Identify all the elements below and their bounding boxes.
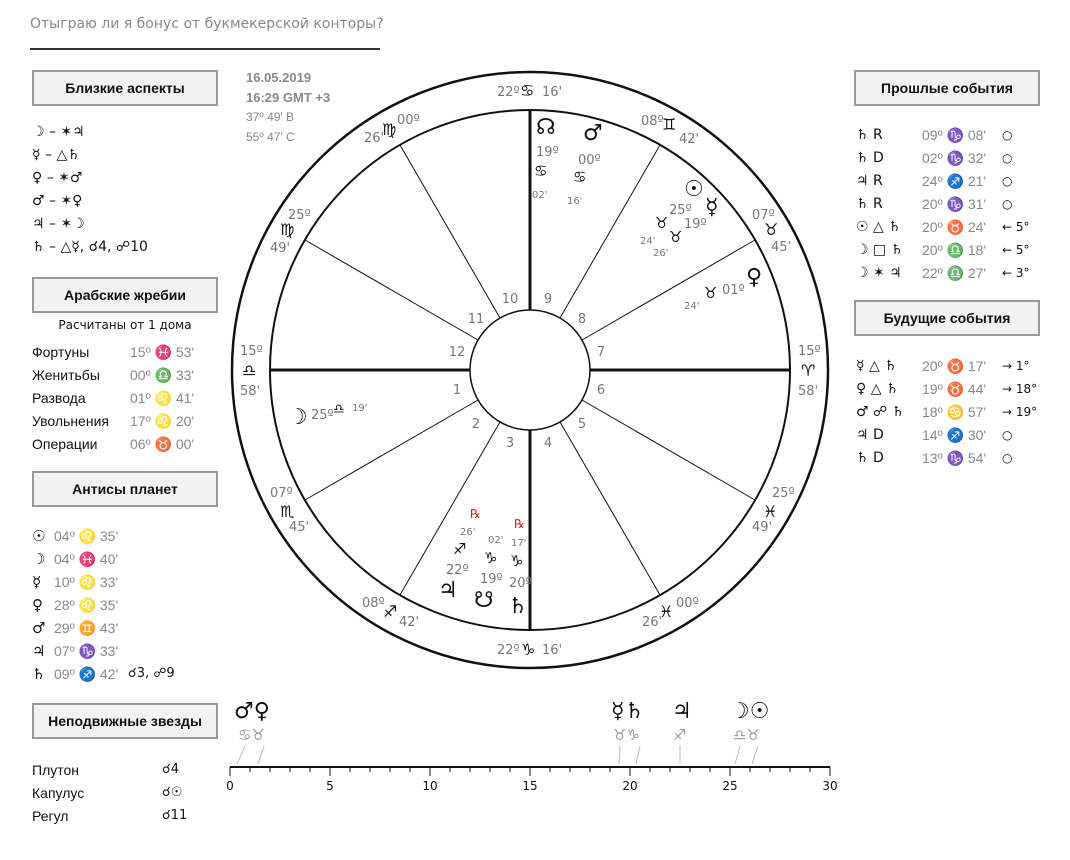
cusp-degree: 00º	[676, 596, 699, 611]
lot-value: 15º ♓ 53'	[130, 344, 195, 360]
cusp-degree: 22º	[497, 85, 520, 100]
event-orb: ○	[1002, 451, 1013, 465]
event-orb: ← 5°	[1002, 243, 1030, 257]
planet-degree: 19º	[480, 572, 503, 587]
lot-value: 06º ♉ 00'	[130, 436, 195, 452]
timeline-tick-label: 30	[822, 779, 838, 793]
house-cusp-line	[305, 240, 478, 340]
saturn-icon: ♄	[32, 665, 46, 683]
event-position: 18º ♋ 57'	[922, 404, 987, 420]
antiscia-value: 28º ♌ 35'	[54, 597, 119, 613]
timeline-tick-label: 10	[422, 779, 438, 793]
close-aspects-title[interactable]: Близкие аспекты	[32, 70, 218, 106]
timeline-marker-leader	[636, 746, 640, 764]
moon-icon: ☽	[288, 405, 308, 430]
sun-icon: ☉	[684, 177, 704, 202]
mercury-icon: ☿	[705, 195, 719, 220]
planet-minute: 19'	[352, 403, 368, 414]
cusp-sign: ♏	[280, 502, 295, 521]
house-cusp-line	[400, 145, 500, 318]
cusp-minute: 26'	[642, 615, 663, 630]
cusp-sign: ♋	[520, 81, 535, 100]
lot-name: Фортуны	[32, 344, 90, 360]
cusp-minute: 45'	[771, 240, 792, 255]
fixed-stars-title[interactable]: Неподвижные звезды	[32, 703, 218, 739]
event-position: 20º ♑ 31'	[922, 196, 987, 212]
planet-degree: 00º	[578, 153, 601, 168]
event-label: ♃ R	[856, 173, 883, 189]
star-name: Плутон	[32, 762, 80, 778]
saturn-icon: ♄	[508, 594, 528, 619]
planet-minute: 02'	[488, 535, 504, 546]
event-orb: ○	[1002, 151, 1013, 165]
event-label: ♂ ☍ ♄	[856, 404, 905, 420]
event-orb: → 19°	[1002, 405, 1038, 419]
cusp-sign: ♓	[763, 502, 778, 521]
mercury-icon: ☿	[32, 573, 42, 591]
future-events-title[interactable]: Будущие события	[854, 300, 1040, 336]
cusp-degree: 08º	[641, 114, 664, 129]
event-position: 22º ♎ 27'	[922, 265, 987, 281]
cusp-degree: 07º	[270, 486, 293, 501]
timeline-marker-planets: ☿♄	[611, 699, 645, 724]
timeline-marker-leader	[735, 746, 740, 764]
star-value: ☌4	[162, 762, 179, 777]
planet-degree: 25º	[311, 408, 334, 423]
cusp-minute: 58'	[798, 384, 819, 399]
cusp-degree: 15º	[798, 344, 821, 359]
cusp-degree: 25º	[288, 208, 311, 223]
timeline-marker-signs: ♉♑	[613, 726, 640, 744]
cusp-minute: 16'	[542, 643, 563, 658]
star-name: Регул	[32, 808, 69, 824]
cusp-degree: 07º	[752, 208, 775, 223]
lot-value: 00º ♎ 33'	[130, 367, 195, 383]
aspect-row: ♂ – ✶♀	[32, 193, 83, 209]
planet-minute: 17'	[511, 538, 527, 549]
event-position: 24º ♐ 21'	[922, 173, 987, 189]
planet-degree: 19º	[684, 217, 707, 232]
timeline-ticks	[230, 767, 830, 776]
cusp-degree: 00º	[397, 113, 420, 128]
timeline-tick-label: 25	[722, 779, 738, 793]
house-number: 7	[596, 345, 606, 360]
cusp-sign: ♑	[521, 640, 536, 659]
cusp-degree: 22º	[497, 643, 520, 658]
arabic-lots-title[interactable]: Арабские жребии	[32, 277, 218, 313]
planet-minute: 02'	[532, 190, 548, 201]
cusp-sign: ♈	[801, 361, 816, 380]
north-node-icon: ☊	[536, 115, 556, 140]
antiscia-value: 10º ♌ 33'	[54, 574, 119, 590]
lot-name: Развода	[32, 390, 86, 406]
event-position: 20º ♉ 17'	[922, 358, 987, 374]
aspect-row: ♀ – ✶♂	[32, 170, 83, 186]
chart-longitude: 55º 47' С	[246, 130, 295, 144]
lot-name: Увольнения	[32, 413, 109, 429]
cusp-sign: ♍	[280, 220, 295, 239]
cusp-degree: 15º	[240, 344, 263, 359]
house-number: 12	[448, 345, 466, 360]
chart-latitude: 37º 49' В	[246, 110, 295, 124]
cusp-minute: 49'	[270, 241, 291, 256]
cusp-sign: ♉	[764, 220, 779, 239]
antiscia-value: 07º ♑ 33'	[54, 643, 119, 659]
planet-sign: ♉	[655, 214, 669, 232]
cusp-minute: 58'	[240, 384, 261, 399]
timeline-tick-label: 20	[622, 779, 638, 793]
cusp-minute: 49'	[752, 520, 773, 535]
planet-sign: ♎	[333, 402, 345, 417]
planet-degree: 19º	[536, 145, 559, 160]
antiscia-value: 29º ♊ 43'	[54, 620, 119, 636]
event-orb: → 18°	[1002, 382, 1038, 396]
antiscia-value: 09º ♐ 42'	[54, 666, 119, 682]
planet-sign: ♑	[484, 549, 498, 567]
antiscia-value: 04º ♌ 35'	[54, 528, 119, 544]
star-name: Капулус	[32, 785, 85, 801]
timeline-marker-signs: ♐	[673, 726, 687, 744]
house-cusp-line	[560, 422, 660, 595]
cusp-sign: ♓	[659, 602, 674, 621]
house-cusp-line	[582, 400, 755, 500]
planet-sign: ♋	[534, 162, 548, 180]
event-label: ☉ △ ♄	[856, 219, 901, 235]
event-position: 20º ♉ 24'	[922, 219, 987, 235]
aspect-row: ♄ – △☿, ☌4, ☍10	[32, 239, 148, 255]
lot-value: 17º ♌ 20'	[130, 413, 195, 429]
planet-degree: 20º	[509, 576, 532, 591]
event-label: ♄ D	[856, 150, 884, 166]
timeline-marker-planets: ♂♀	[234, 699, 270, 724]
retrograde-marker: ℞	[514, 517, 525, 531]
house-number: 10	[501, 292, 519, 307]
event-label: ♄ D	[856, 450, 884, 466]
timeline-tick-label: 15	[522, 779, 538, 793]
event-position: 20º ♎ 18'	[922, 242, 987, 258]
lot-name: Операции	[32, 436, 98, 452]
venus-icon: ♀	[746, 265, 763, 290]
event-position: 14º ♐ 30'	[922, 427, 987, 443]
planet-sign: ♑	[510, 552, 524, 570]
planet-sign: ♉	[704, 284, 718, 302]
chart-time: 16:29 GMT +3	[246, 90, 331, 105]
event-orb: ○	[1002, 174, 1013, 188]
event-position: 02º ♑ 32'	[922, 150, 987, 166]
event-orb: ← 5°	[1002, 220, 1030, 234]
event-orb: → 1°	[1002, 359, 1030, 373]
timeline-marker-signs: ♎♉	[733, 726, 760, 744]
planet-minute: 26'	[653, 248, 669, 259]
planet-minute: 16'	[567, 196, 583, 207]
sun-icon: ☉	[32, 527, 46, 545]
cusp-sign: ♐	[383, 602, 398, 621]
event-orb: ← 3°	[1002, 266, 1030, 280]
cusp-minute: 16'	[542, 85, 563, 100]
cusp-sign: ♎	[242, 361, 257, 380]
event-label: ☽ □ ♄	[856, 242, 904, 258]
event-label: ♀ △ ♄	[856, 381, 899, 397]
aspect-row: ☿ – △♄	[32, 147, 80, 163]
cusp-minute: 42'	[679, 132, 700, 147]
event-position: 19º ♉ 44'	[922, 381, 987, 397]
aspect-row: ♃ – ✶☽	[32, 216, 85, 232]
question-text: Отыграю ли я бонус от букмекерской конторы?	[30, 16, 384, 32]
timeline-marker-leader	[258, 746, 264, 764]
event-label: ☿ △ ♄	[856, 358, 897, 374]
timeline-marker-signs: ♋♉	[238, 726, 265, 744]
house-number: 11	[467, 312, 485, 327]
event-position: 09º ♑ 08'	[922, 127, 987, 143]
timeline-marker-leader	[752, 746, 758, 764]
house-number: 5	[577, 417, 587, 432]
wheel-center-circle	[467, 310, 590, 430]
lots-note: Расчитаны от 1 дома	[58, 318, 192, 332]
planet-minute: 24'	[640, 236, 656, 247]
planet-degree: 25º	[669, 203, 692, 218]
past-events-title[interactable]: Прошлые события	[854, 70, 1040, 106]
planet-degree: 01º	[722, 283, 745, 298]
cusp-minute: 26'	[364, 131, 385, 146]
cusp-minute: 45'	[289, 520, 310, 535]
planet-degree: 22º	[446, 563, 469, 578]
mars-icon: ♂	[32, 619, 46, 637]
cusp-minute: 42'	[399, 615, 420, 630]
event-orb: ○	[1002, 197, 1013, 211]
house-number: 3	[505, 436, 515, 451]
event-position: 13º ♑ 54'	[922, 450, 987, 466]
timeline-marker-leader	[619, 746, 620, 764]
house-number: 6	[596, 383, 606, 398]
chart-date: 16.05.2019	[246, 70, 312, 85]
cusp-sign: ♊	[662, 115, 677, 134]
event-label: ♄ R	[856, 127, 883, 143]
timeline-tick-label: 5	[326, 779, 334, 793]
star-value: ☌☉	[162, 785, 183, 800]
antiscia-title[interactable]: Антисы планет	[32, 471, 218, 507]
planet-sign: ♉	[669, 228, 683, 246]
event-orb: ○	[1002, 428, 1013, 442]
lot-name: Женитьбы	[32, 367, 100, 383]
jupiter-icon: ♃	[438, 578, 458, 603]
event-orb: ○	[1002, 128, 1013, 142]
moon-icon: ☽	[32, 550, 46, 568]
venus-icon: ♀	[32, 596, 43, 614]
retrograde-marker: ℞	[470, 507, 481, 521]
antiscia-value: 04º ♓ 40'	[54, 551, 119, 567]
timeline-tick-label: 0	[226, 779, 234, 793]
aspect-row: ☽ – ✶♃	[32, 124, 85, 140]
cusp-degree: 08º	[362, 596, 385, 611]
planet-sign: ♋	[573, 168, 587, 186]
planet-sign: ♐	[453, 540, 467, 558]
house-number: 8	[577, 312, 587, 327]
timeline-marker-planets: ♃	[672, 699, 692, 724]
house-number: 2	[471, 417, 481, 432]
south-node-icon: ☋	[474, 588, 494, 613]
cusp-degree: 25º	[772, 486, 795, 501]
lot-value: 01º ♌ 41'	[130, 390, 195, 406]
event-label: ♃ D	[856, 427, 884, 443]
antiscia-extra: ☌3, ☍9	[128, 666, 175, 681]
jupiter-icon: ♃	[32, 642, 46, 660]
event-label: ♄ R	[856, 196, 883, 212]
star-value: ☌11	[162, 808, 188, 823]
mars-icon: ♂	[583, 121, 603, 146]
event-label: ☽ ✶ ♃	[856, 265, 902, 281]
planet-minute: 26'	[460, 527, 476, 538]
timeline-marker-leader	[237, 746, 245, 764]
timeline-marker-planets: ☽☉	[730, 699, 770, 724]
house-number: 1	[452, 383, 462, 398]
cusp-sign: ♍	[382, 120, 397, 139]
house-number: 4	[543, 436, 553, 451]
planet-minute: 24'	[684, 301, 700, 312]
house-number: 9	[543, 292, 553, 307]
